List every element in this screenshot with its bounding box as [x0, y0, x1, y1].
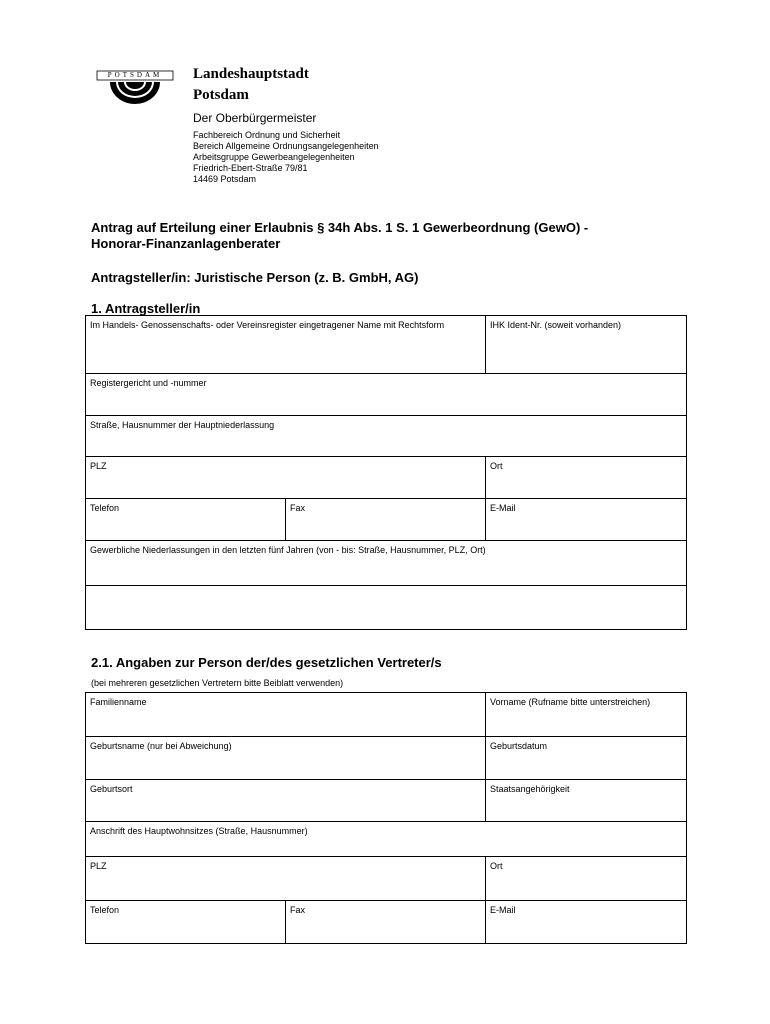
- phone-field[interactable]: [86, 499, 286, 541]
- headquarters-street-label: Straße, Hausnummer der Hauptniederlassung: [90, 420, 275, 430]
- email-label-2: E-Mail: [490, 905, 516, 915]
- plz-field-2[interactable]: [86, 857, 486, 901]
- form-title-line-2: Honorar-Finanzanlagenberater: [91, 236, 281, 251]
- register-court-label: Registergericht und -nummer: [90, 378, 207, 388]
- anschrift-label: Anschrift des Hauptwohnsitzes (Straße, Hausnummer): [90, 826, 308, 836]
- branches-label: Gewerbliche Niederlassungen in den letzten fünf Jahren (von - bis: Straße, Hausnummer, PLZ, Ort): [90, 545, 486, 555]
- familienname-field[interactable]: [86, 693, 486, 737]
- geburtsdatum-label: Geburtsdatum: [490, 741, 548, 751]
- plz-field[interactable]: [86, 457, 486, 499]
- fax-label: Fax: [290, 503, 306, 513]
- company-name-label: Im Handels- Genossenschafts- oder Vereinsregister eingetragener Name mit Rechtsform: [90, 320, 445, 330]
- company-name-field[interactable]: [86, 316, 486, 374]
- address-line: Arbeitsgruppe Gewerbeangelegenheiten: [193, 152, 355, 162]
- section-2-note: (bei mehreren gesetzlichen Vertretern bitte Beiblatt verwenden): [91, 678, 344, 688]
- register-court-field[interactable]: [86, 374, 687, 416]
- brand-line-1: Landeshauptstadt: [193, 66, 309, 82]
- form-title: [91, 220, 686, 252]
- geburtsname-label: Geburtsname (nur bei Abweichung): [90, 741, 232, 751]
- mayor-line: Der Oberbürgermeister: [193, 111, 317, 125]
- email-field-2[interactable]: [486, 901, 687, 944]
- plz-label-2: PLZ: [90, 861, 107, 871]
- section-2-heading: 2.1. Angaben zur Person der/des gesetzlichen Vertreter/s: [91, 655, 442, 670]
- familienname-label: Familienname: [90, 697, 147, 707]
- geburtsdatum-field[interactable]: [486, 737, 687, 780]
- phone-label: Telefon: [90, 503, 120, 513]
- branches-field-continued[interactable]: [86, 586, 687, 630]
- ihk-ident-label: IHK Ident-Nr. (soweit vorhanden): [490, 320, 622, 330]
- address-line: Fachbereich Ordnung und Sicherheit: [193, 130, 341, 140]
- address-line: 14469 Potsdam: [193, 174, 257, 184]
- fax-label-2: Fax: [290, 905, 306, 915]
- staatsangehoerigkeit-field[interactable]: [486, 780, 687, 822]
- email-label: E-Mail: [490, 503, 516, 513]
- geburtsort-label: Geburtsort: [90, 784, 133, 794]
- ort-label-2: Ort: [490, 861, 503, 871]
- vorname-field[interactable]: [486, 693, 687, 737]
- email-field[interactable]: [486, 499, 687, 541]
- logo-text: POTSDAM: [107, 71, 163, 79]
- ort-field-2[interactable]: [486, 857, 687, 901]
- form-title-line-1: Antrag auf Erteilung einer Erlaubnis § 34h Abs. 1 S. 1 Gewerbeordnung (GewO) -: [91, 220, 589, 235]
- section-1-table: [85, 315, 687, 630]
- applicant-type: Antragsteller/in: Juristische Person (z. B. GmbH, AG): [91, 270, 419, 285]
- brand-line-2: Potsdam: [193, 87, 249, 103]
- ihk-ident-field[interactable]: [486, 316, 687, 374]
- geburtsort-field[interactable]: [86, 780, 486, 822]
- branches-field[interactable]: [86, 541, 687, 586]
- anschrift-field[interactable]: [86, 822, 687, 857]
- geburtsname-field[interactable]: [86, 737, 486, 780]
- phone-field-2[interactable]: [86, 901, 286, 944]
- plz-label: PLZ: [90, 461, 107, 471]
- section-1-heading: 1. Antragsteller/in: [91, 301, 201, 316]
- fax-field[interactable]: [286, 499, 486, 541]
- address-line: Bereich Allgemeine Ordnungsangelegenheiten: [193, 141, 379, 151]
- address-line: Friedrich-Ebert-Straße 79/81: [193, 163, 308, 173]
- ort-label: Ort: [490, 461, 503, 471]
- phone-label-2: Telefon: [90, 905, 120, 915]
- headquarters-street-field[interactable]: [86, 416, 687, 457]
- vorname-label: Vorname (Rufname bitte unterstreichen): [490, 697, 651, 707]
- fax-field-2[interactable]: [286, 901, 486, 944]
- ort-field[interactable]: [486, 457, 687, 499]
- section-2-table: [85, 692, 687, 944]
- staatsangehoerigkeit-label: Staatsangehörigkeit: [490, 784, 570, 794]
